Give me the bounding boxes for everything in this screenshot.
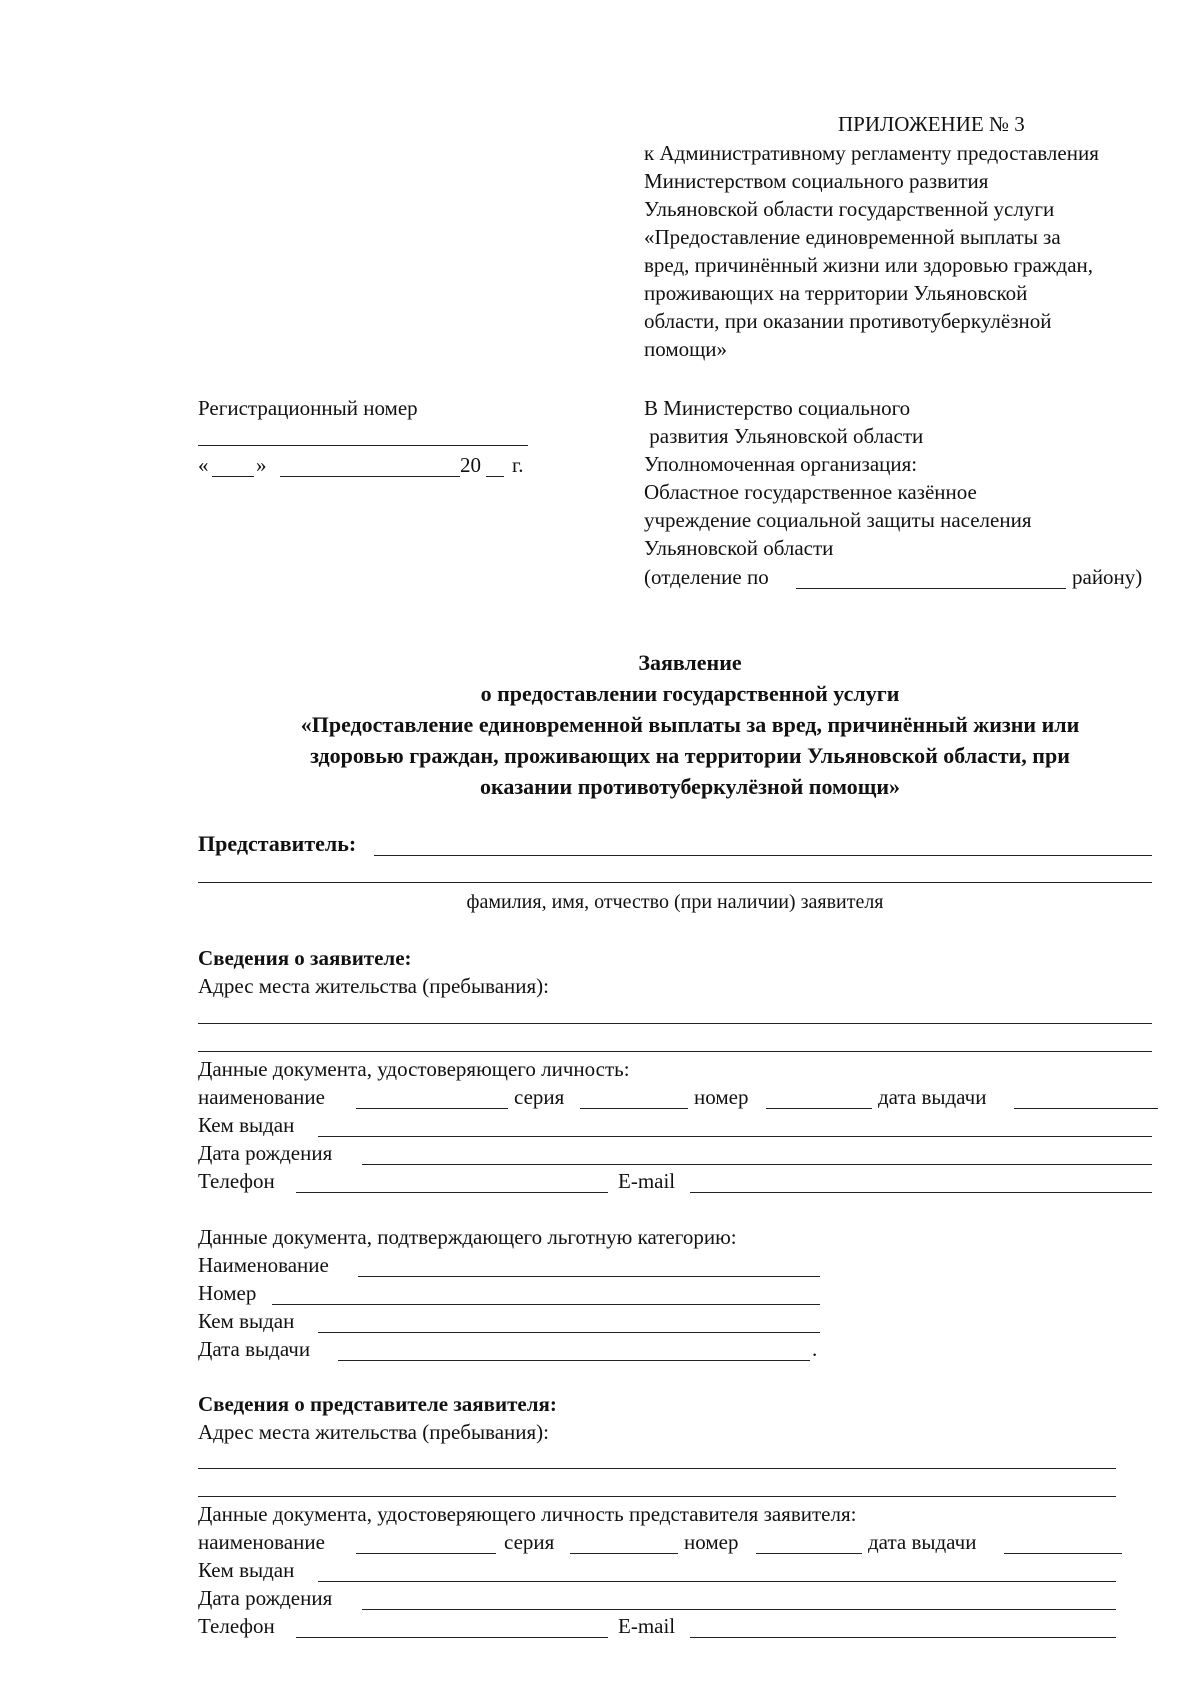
benefit-doc-issue-date-field[interactable] [338, 1360, 810, 1361]
benefit-doc-name-label: Наименование [198, 1253, 329, 1277]
rep-info-email-field[interactable] [690, 1637, 1116, 1638]
addressee-district-field[interactable] [796, 588, 1066, 589]
rep-info-phone-field[interactable] [296, 1637, 608, 1638]
rep-info-address-field-2[interactable] [198, 1496, 1116, 1497]
title-line-4: здоровью граждан, проживающих на территории Ульяновской области, при [310, 743, 1070, 768]
applicant-issued-by-field[interactable] [318, 1136, 1152, 1137]
rep-info-email-label: E-mail [618, 1614, 676, 1638]
appendix-line-5: вред, причинённый жизни или здоровью граждан, [644, 253, 1093, 277]
appendix-line-2: Министерством социального развития [644, 169, 989, 193]
registration-year-field[interactable] [486, 476, 504, 477]
benefit-doc-end-mark: . [812, 1337, 818, 1361]
appendix-line-8: помощи» [644, 337, 728, 361]
title-line-5: оказании противотуберкулёзной помощи» [479, 774, 900, 799]
representative-name-field[interactable] [374, 855, 1152, 856]
registration-day-field[interactable] [212, 476, 254, 477]
rep-info-issued-by-label: Кем выдан [198, 1558, 295, 1582]
rep-info-doc-series-label: серия [504, 1530, 555, 1554]
benefit-doc-number-field[interactable] [272, 1304, 820, 1305]
rep-info-doc-number-label: номер [684, 1530, 739, 1554]
benefit-doc-name-field[interactable] [358, 1276, 820, 1277]
applicant-phone-label: Телефон [198, 1169, 275, 1193]
applicant-address-field-1[interactable] [198, 1023, 1152, 1024]
applicant-doc-name-label: наименование [198, 1085, 325, 1109]
rep-info-doc-issue-date-field[interactable] [1004, 1553, 1122, 1554]
benefit-doc-issued-by-label: Кем выдан [198, 1309, 295, 1333]
representative-label: Представитель: [198, 831, 357, 856]
benefit-doc-number-label: Номер [198, 1281, 257, 1305]
rep-info-birth-date-label: Дата рождения [198, 1586, 333, 1610]
applicant-doc-series-label: серия [514, 1085, 565, 1109]
rep-info-doc-name-label: наименование [198, 1530, 325, 1554]
appendix-line-4: «Предоставление единовременной выплаты за [644, 225, 1061, 249]
addressee-line-1: В Министерство социального [644, 396, 911, 420]
benefit-doc-heading: Данные документа, подтверждающего льготную категорию: [198, 1225, 737, 1249]
appendix-line-6: проживающих на территории Ульяновской [644, 281, 1028, 305]
applicant-birth-date-label: Дата рождения [198, 1141, 333, 1165]
addressee-dept-suffix: району) [1072, 565, 1143, 589]
rep-info-heading: Сведения о представителе заявителя: [198, 1392, 557, 1416]
registration-year-suffix: г. [512, 453, 524, 477]
rep-info-phone-label: Телефон [198, 1614, 275, 1638]
registration-month-field[interactable] [280, 476, 460, 477]
rep-info-doc-name-field[interactable] [356, 1553, 496, 1554]
rep-info-birth-date-field[interactable] [362, 1609, 1116, 1610]
applicant-heading: Сведения о заявителе: [198, 946, 412, 970]
applicant-doc-number-field[interactable] [766, 1108, 872, 1109]
rep-info-address-field-1[interactable] [198, 1468, 1116, 1469]
applicant-doc-name-field[interactable] [356, 1108, 508, 1109]
registration-date-open: « [198, 453, 209, 477]
title-line-2: о предоставлении государственной услуги [480, 681, 900, 706]
title-line-1: Заявление [638, 650, 742, 675]
appendix-line-1: к Административному регламенту предоставления [644, 141, 1099, 165]
applicant-phone-field[interactable] [296, 1192, 608, 1193]
addressee-line-5: учреждение социальной защиты населения [644, 508, 1032, 532]
applicant-doc-series-field[interactable] [580, 1108, 688, 1109]
applicant-address-label: Адрес места жительства (пребывания): [198, 974, 550, 998]
document-title [180, 647, 1200, 802]
appendix-line-7: области, при оказании противотуберкулёзной [644, 309, 1052, 333]
applicant-birth-date-field[interactable] [362, 1164, 1152, 1165]
representative-caption: фамилия, имя, отчество (при наличии) заявителя [466, 891, 884, 913]
appendix-line-3: Ульяновской области государственной услуги [644, 197, 1055, 221]
applicant-issued-by-label: Кем выдан [198, 1113, 295, 1137]
rep-info-doc-issue-date-label: дата выдачи [868, 1530, 977, 1554]
applicant-doc-issue-date-label: дата выдачи [878, 1085, 987, 1109]
addressee-line-3: Уполномоченная организация: [644, 452, 918, 476]
applicant-doc-number-label: номер [694, 1085, 749, 1109]
registration-label: Регистрационный номер [198, 396, 418, 420]
rep-info-doc-number-field[interactable] [756, 1553, 862, 1554]
registration-year-prefix: 20 [460, 453, 481, 477]
title-line-3: «Предоставление единовременной выплаты за вред, причинённый жизни или [300, 712, 1080, 737]
rep-info-id-doc-heading: Данные документа, удостоверяющего личность представителя заявителя: [198, 1502, 857, 1526]
addressee-line-2: развития Ульяновской области [644, 424, 924, 448]
benefit-doc-issue-date-label: Дата выдачи [198, 1337, 311, 1361]
rep-info-address-label: Адрес места жительства (пребывания): [198, 1420, 550, 1444]
rep-info-issued-by-field[interactable] [318, 1581, 1116, 1582]
registration-date-close: » [256, 453, 267, 477]
representative-name-field-2[interactable] [198, 882, 1152, 883]
appendix-heading: ПРИЛОЖЕНИЕ № 3 [838, 112, 1025, 136]
applicant-id-doc-heading: Данные документа, удостоверяющего личность: [198, 1057, 630, 1081]
applicant-email-field[interactable] [690, 1192, 1152, 1193]
registration-number-field[interactable] [198, 445, 528, 446]
addressee-line-4: Областное государственное казённое [644, 480, 977, 504]
addressee-line-6: Ульяновской области [644, 536, 834, 560]
rep-info-doc-series-field[interactable] [570, 1553, 678, 1554]
applicant-address-field-2[interactable] [198, 1051, 1152, 1052]
applicant-doc-issue-date-field[interactable] [1014, 1108, 1158, 1109]
addressee-dept-prefix: (отделение по [644, 565, 769, 589]
benefit-doc-issued-by-field[interactable] [318, 1332, 820, 1333]
applicant-email-label: E-mail [618, 1169, 676, 1193]
